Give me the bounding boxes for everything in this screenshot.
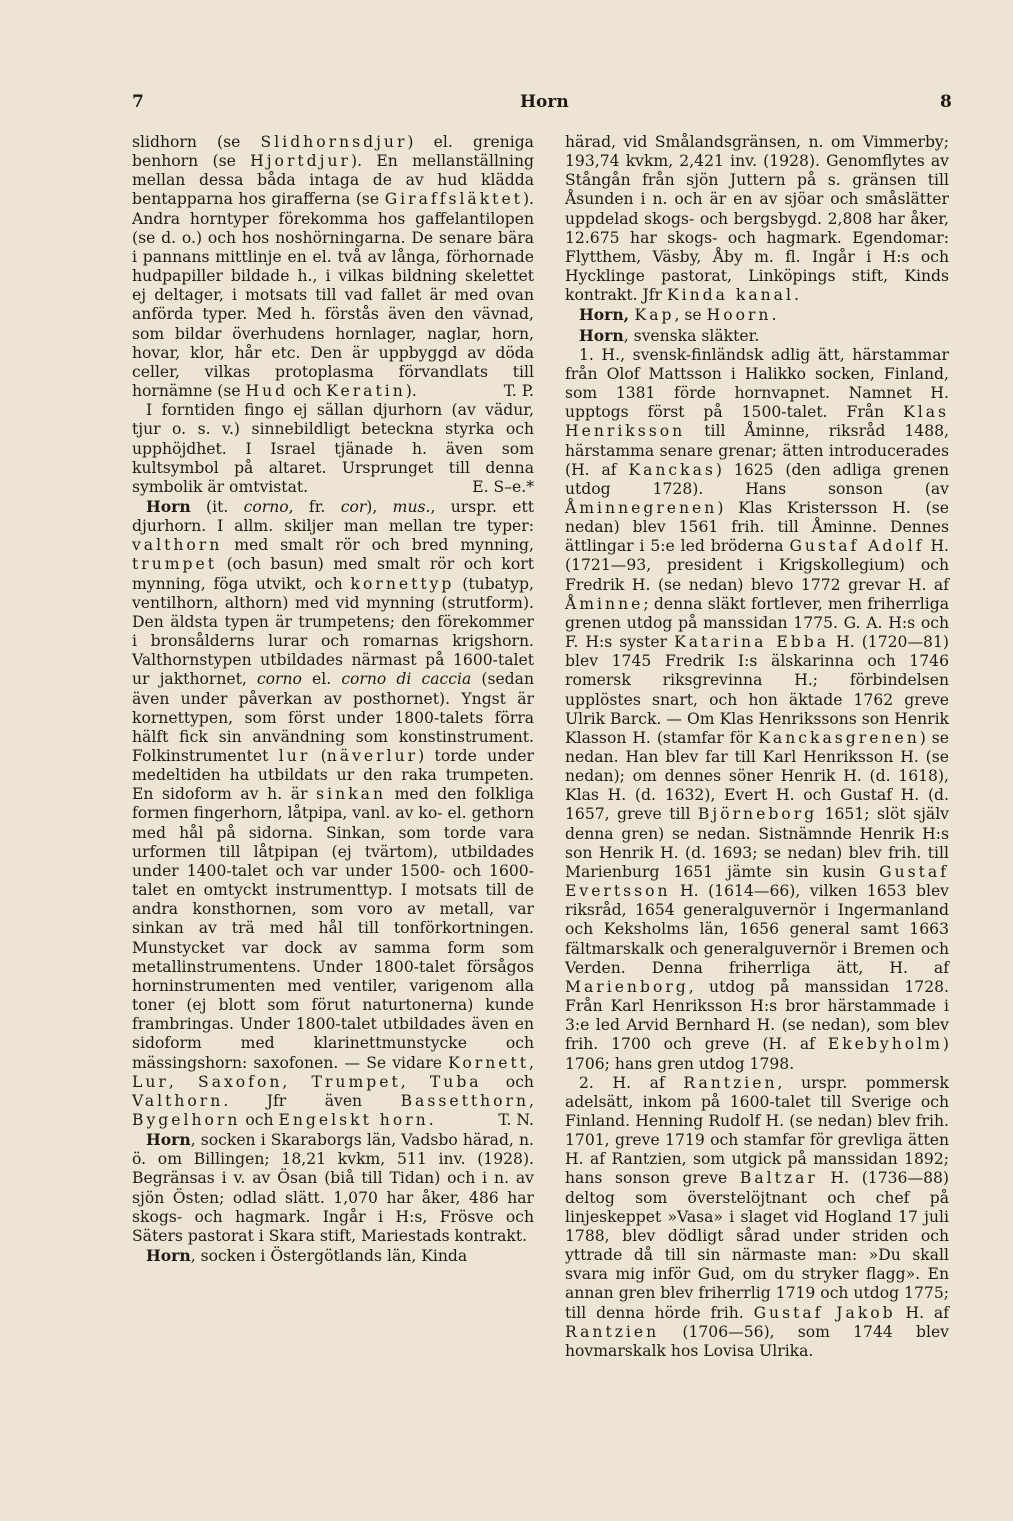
- entry-headword: Horn: [146, 1246, 191, 1266]
- entry-horn-slakter: Horn, svenska släkter.: [579, 325, 760, 345]
- entry-horn-kap: Horn, Kap, se Hoorn.: [579, 305, 777, 325]
- author-signature: T. N.: [498, 1110, 534, 1129]
- entry-headword: Horn: [146, 496, 191, 516]
- article-paragraph: slidhorn (se Slidhornsdjur) el. greniga benhorn (se Hjortdjur). En mellanställning mellan dessa båda intaga de av hud klädda bentapparna hos girafferna (se Giraffsläktet). Andra horntyper förekomma hos gaffelantilopen (se d. o.) och hos noshörningarna. De senare bära i pannans mittlinje en el. två av långa, förhornade hudpapiller bildade h., i vilkas bildning skelettet ej deltager, i motsats till vad fallet är med ovan anförda typer. Med h. förstås även den vävnad, som bildar överhudens hornlager, naglar, horn, hovar, klor, hår etc. Den är uppbyggd av döda celler, vilkas protoplasma förvandlats till hornämne (se Hud och Keratin). T. P.: [132, 133, 534, 401]
- entry-horn-skaraborg: Horn, socken i Skaraborgs län, Vadsbo härad, n. ö. om Billingen; 18,21 kvkm, 511 inv. (1928). Begränsas i v. av Ösan (biå till Tidan) och i n. av sjön Östen; odlad slätt. 1,070 har åker, 486 har skogs- och hagmark. Ingår i H:s, Frösve och Säters pastorat i Skara stift, Mariestads kontrakt.: [132, 1130, 534, 1245]
- right-column: [565, 133, 949, 1361]
- entry-headword: Horn,: [579, 305, 635, 325]
- entry-headword: Horn: [146, 1130, 191, 1150]
- entry-horn-music: Horn (it. corno, fr. cor), mus., urspr. ett djurhorn. I allm. skiljer man mellan tre typer: valthorn med smalt rör och bred mynning, trumpet (och basun) med smalt rör och kort mynning, föga utvikt, och kornettyp (tubatyp, ventilhorn, althorn) med vid mynning (strutform). Den äldsta typen är trumpetens; den förekommer i bronsålderns lurar och romarnas krigshorn. Valthornstypen utbildades närmast på 1600-talet ur jakthornet, corno el. corno di caccia (sedan även under påverkan av posthornet). Yngst är kornettypen, som först under 1800-talets förra hälft fick sin användning som konstinstrument. Folkinstrumentet lur (näverlur) torde under medeltiden ha utbildats ur den raka trumpeten. En sidoform av h. är sinkan med den folkliga formen fingerhorn, låtpipa, vanl. av ko- el. gethorn med hål på sidorna. Sinkan, som torde vara urformen till låtpipan (ej tvärtom), utbildades under 1400-talet och var under 1500- och 1600-talet en omtyckt instrumenttyp. I motsats till de andra konsthornen, som voro av metall, var sinkan av trä med hål till tonförkortningen. Munstycket var dock av samma form som metallinstrumentens. Under 1800-talet försågos horninstrumenten med ventiler, varigenom alla toner (ej blott som förut naturtonerna) kunde frambringas. Under 1800-talet utbildades även en sidoform med klarinettmunstycke och mässingshorn: saxofonen. — Se vidare Kornett, Lur, Saxofon, Trumpet, Tuba och Valthorn. Jfr även Bassetthorn, Bygelhorn och Engelskt horn. T. N.: [132, 496, 535, 1129]
- author-signature: T. P.: [503, 382, 534, 401]
- entry-continuation: härad, vid Smålandsgränsen, n. om Vimmerby; 193,74 kvkm, 2,421 inv. (1928). Genomflytes av Stångån från sjön Juttern på s. gränsen till Åsunden i n. och är en av sjöar och småslätter uppdelad skogs- och bergsbygd. 2,808 har åker, 12.675 har skogs- och hagmark. Egendomar: Flytthem, Väsby, Åby m. fl. Ingår i H:s och Hycklinge pastorat, Linköpings stift, Kinds kontrakt. Jfr Kinda kanal.: [565, 133, 949, 305]
- article-paragraph: 1. H., svensk-finländsk adlig ätt, härstammar från Olof Mattsson i Halikko socken, Finland, som 1381 förde hornvapnet. Namnet H. upptogs först på 1500-talet. Från Klas Henriksson till Åminne, riksråd 1488, härstamma senare grenar; ätten introducerades (H. af Kanckas) 1625 (den adliga grenen utdog 1728). Hans sonson (av Åminnegrenen) Klas Kristersson H. (se nedan) blev 1561 frih. till Åminne. Dennes ättlingar i 5:e led bröderna Gustaf Adolf H. (1721—93, president i Krigskollegium) och Fredrik H. (se nedan) blevo 1772 grevar H. af Åminne; denna släkt fortlever, men friherrliga grenen utdog på manssidan 1775. G. A. H:s och F. H:s syster Katarina Ebba H. (1720—81) blev 1745 Fredrik I:s älskarinna och 1746 romersk riksgrevinna H.; förbindelsen upplöstes snart, och hon äktade 1762 greve Ulrik Barck. — Om Klas Henrikssons son Henrik Klasson H. (stamfar för Kanckasgrenen) se nedan. Han blev far till Karl Henriksson H. (se nedan); om dennes söner Henrik H. (d. 1618), Klas H. (d. 1632), Evert H. och Gustaf H. (d. 1657, greve till Björneborg 1651; slöt själv denna gren) se nedan. Sistnämnde Henrik H:s son Henrik H. (d. 1693; se nedan) blev frih. till Marienburg 1651 jämte sin kusin Gustaf Evertsson H. (1614—66), vilken 1653 blev riksråd, 1654 generalguvernör i Ingermanland och Keksholms län, 1656 general samt 1663 fältmarskalk och generalguvernör i Bremen och Verden. Denna friherrliga ätt, H. af Marienborg, utdog på manssidan 1728. Från Karl Henriksson H:s bror härstammade i 3:e led Arvid Bernhard H. (se nedan), som blev frih. 1700 och greve (H. af Ekebyholm) 1706; hans gren utdog 1798.: [565, 345, 950, 1073]
- left-column: [132, 133, 534, 1266]
- page-number-left: 7: [132, 92, 144, 112]
- entry-horn-ostergotland: Horn, socken i Östergötlands län, Kinda: [146, 1246, 468, 1266]
- article-paragraph: I forntiden fingo ej sällan djurhorn (av vädur, tjur o. s. v.) sinnebildligt beteckna styrka och upphöjdhet. I Israel tjänade h. även som kultsymbol på altaret. Ursprunget till denna symbolik är omtvistat. E. S–e.*: [132, 401, 534, 496]
- entry-headword: Horn: [579, 325, 624, 345]
- running-title: Horn: [520, 92, 569, 112]
- author-signature: E. S–e.*: [472, 477, 534, 496]
- page-number-right: 8: [940, 92, 952, 112]
- article-paragraph: 2. H. af Rantzien, urspr. pommersk adelsätt, inkom på 1600-talet till Sverige och Finland. Henning Rudolf H. (se nedan) blev frih. 1701, greve 1719 och stamfar för grevliga ätten H. af Rantzien, som utgick på manssidan 1892; hans sonson greve Baltzar H. (1736—88) deltog som överstelöjtnant och chef på linjeskeppet »Vasa» i slaget vid Hogland 17 juli 1788, blev dödligt sårad under striden och yttrade då till sin närmaste man: »Du skall svara mig inför Gud, om du stryker flagg». En annan gren blev friherrlig 1719 och utdog 1775; till denna hörde frih. Gustaf Jakob H. af Rantzien (1706—56), som 1744 blev hovmarskalk hos Lovisa Ulrika.: [565, 1073, 950, 1360]
